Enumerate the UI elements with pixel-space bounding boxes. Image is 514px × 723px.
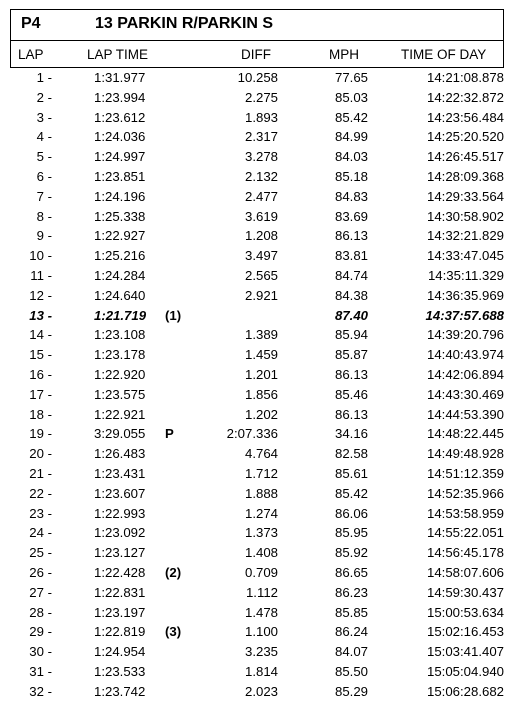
lap-time-of-day: 14:42:06.894 xyxy=(426,366,504,382)
lap-diff: 1.208 xyxy=(244,228,278,244)
lap-diff: 1.856 xyxy=(244,386,278,402)
lap-number: 19 - xyxy=(29,426,52,442)
lap-diff: 2.317 xyxy=(244,129,278,145)
lap-mph: 84.38 xyxy=(334,287,368,303)
lap-number: 1 - xyxy=(36,70,52,85)
lap-row xyxy=(10,226,504,246)
lap-row xyxy=(10,583,504,603)
lap-mph: 82.58 xyxy=(334,446,368,462)
lap-number: 27 - xyxy=(29,584,52,600)
lap-row xyxy=(10,464,504,484)
lap-time: 1:23.533 xyxy=(94,663,146,679)
lap-time-of-day: 14:52:35.966 xyxy=(426,485,504,501)
lap-diff: 2.023 xyxy=(244,683,278,699)
lap-row xyxy=(10,385,504,405)
lap-row xyxy=(10,484,504,504)
lap-row xyxy=(10,365,504,385)
lap-mph: 85.94 xyxy=(334,327,368,343)
lap-time: 1:23.575 xyxy=(94,386,146,402)
lap-time: 1:23.127 xyxy=(94,545,146,561)
lap-number: 3 - xyxy=(36,109,52,125)
lap-diff: 1.202 xyxy=(244,406,278,422)
lap-time: 1:24.954 xyxy=(94,644,146,660)
lap-row xyxy=(10,444,504,464)
lap-row xyxy=(10,523,504,543)
lap-number: 12 - xyxy=(29,287,52,303)
lap-diff: 1.408 xyxy=(244,545,278,561)
lap-row xyxy=(10,543,504,563)
position-label: P4 xyxy=(21,15,41,32)
lap-diff: 1.712 xyxy=(244,465,278,481)
lap-row xyxy=(10,682,504,702)
column-header-diff: DIFF xyxy=(241,47,271,62)
lap-number: 16 - xyxy=(29,366,52,382)
lap-time-of-day: 14:58:07.606 xyxy=(426,564,504,580)
lap-mph: 85.18 xyxy=(334,168,368,184)
lap-number: 8 - xyxy=(36,208,52,224)
lap-number: 28 - xyxy=(29,604,52,620)
lap-time-of-day: 14:40:43.974 xyxy=(426,347,504,363)
lap-time-of-day: 14:29:33.564 xyxy=(426,188,504,204)
lap-note: (2) xyxy=(165,564,182,580)
lap-mph: 86.13 xyxy=(334,228,368,244)
lap-diff: 1.112 xyxy=(245,584,278,600)
lap-time-of-day: 14:43:30.469 xyxy=(426,386,504,402)
lap-diff: 1.100 xyxy=(244,624,278,640)
car-driver-label: 13 PARKIN R/PARKIN S xyxy=(95,15,274,32)
lap-row xyxy=(10,286,504,306)
lap-diff: 1.373 xyxy=(244,525,278,541)
lap-diff: 1.389 xyxy=(244,327,278,343)
lap-time-of-day: 14:39:20.796 xyxy=(426,327,504,343)
lap-time-of-day: 15:03:41.407 xyxy=(426,644,504,660)
lap-time: 1:22.920 xyxy=(94,366,146,382)
column-header-time-of-day: TIME OF DAY xyxy=(401,47,487,62)
lap-number: 30 - xyxy=(29,644,52,660)
lap-time-of-day: 14:30:58.902 xyxy=(426,208,504,224)
lap-number: 24 - xyxy=(29,525,52,541)
lap-time-of-day: 14:22:32.872 xyxy=(426,89,504,105)
lap-diff: 10.258 xyxy=(237,70,278,85)
lap-time-of-day: 14:36:35.969 xyxy=(426,287,504,303)
lap-number: 25 - xyxy=(29,545,52,561)
lap-mph: 85.29 xyxy=(334,683,368,699)
column-header-row xyxy=(10,41,504,68)
lap-diff: 3.235 xyxy=(244,644,278,660)
lap-row xyxy=(10,167,504,187)
lap-row xyxy=(10,266,504,286)
lap-time-of-day: 14:23:56.484 xyxy=(426,109,504,125)
lap-number: 6 - xyxy=(36,168,52,184)
lap-mph: 86.23 xyxy=(334,584,368,600)
lap-time-of-day: 15:02:16.453 xyxy=(426,624,504,640)
lap-time: 1:24.997 xyxy=(94,149,146,165)
lap-time-of-day: 15:05:04.940 xyxy=(426,663,504,679)
lap-row xyxy=(10,207,504,227)
lap-row xyxy=(10,246,504,266)
lap-number: 23 - xyxy=(29,505,52,521)
lap-number: 7 - xyxy=(36,188,52,204)
lap-time: 1:23.607 xyxy=(94,485,146,501)
lap-time-of-day: 14:25:20.520 xyxy=(426,129,504,145)
lap-row xyxy=(10,642,504,662)
lap-diff: 2:07.336 xyxy=(226,426,278,442)
lap-time: 1:22.921 xyxy=(94,406,146,422)
lap-mph: 86.24 xyxy=(334,624,368,640)
lap-chart-sheet xyxy=(10,9,504,702)
lap-time-of-day: 14:55:22.051 xyxy=(426,525,504,541)
lap-time: 1:23.612 xyxy=(94,109,146,125)
lap-mph: 86.13 xyxy=(334,406,368,422)
lap-number: 29 - xyxy=(29,624,52,640)
lap-time-of-day: 14:35:11.329 xyxy=(427,267,504,283)
lap-row xyxy=(10,147,504,167)
lap-number: 21 - xyxy=(29,465,52,481)
lap-time: 1:24.196 xyxy=(94,188,146,204)
lap-mph: 83.69 xyxy=(334,208,368,224)
lap-number: 17 - xyxy=(29,386,52,402)
lap-mph: 77.65 xyxy=(334,70,368,85)
lap-time: 1:23.108 xyxy=(94,327,146,343)
lap-number: 15 - xyxy=(29,347,52,363)
lap-time: 1:23.178 xyxy=(94,347,146,363)
lap-time-of-day: 14:26:45.517 xyxy=(426,149,504,165)
lap-time: 1:24.640 xyxy=(94,287,146,303)
lap-row xyxy=(10,88,504,108)
lap-number: 26 - xyxy=(29,564,52,580)
lap-time-of-day: 14:53:58.959 xyxy=(426,505,504,521)
lap-number: 14 - xyxy=(29,327,52,343)
lap-number: 22 - xyxy=(29,485,52,501)
lap-row xyxy=(10,345,504,365)
lap-row xyxy=(10,306,504,326)
lap-time-of-day: 14:28:09.368 xyxy=(426,168,504,184)
lap-diff: 4.764 xyxy=(244,446,278,462)
lap-diff: 2.565 xyxy=(244,267,278,283)
lap-number: 20 - xyxy=(29,446,52,462)
lap-time-of-day: 14:37:57.688 xyxy=(425,307,504,323)
lap-time: 1:23.994 xyxy=(94,89,146,105)
lap-diff: 1.274 xyxy=(244,505,278,521)
lap-time: 1:23.742 xyxy=(94,683,146,699)
lap-time-of-day: 14:59:30.437 xyxy=(426,584,504,600)
lap-number: 18 - xyxy=(29,406,52,422)
lap-time: 1:25.338 xyxy=(94,208,146,224)
lap-mph: 85.87 xyxy=(334,347,368,363)
lap-row xyxy=(10,325,504,345)
lap-number: 32 - xyxy=(29,683,52,699)
lap-number: 5 - xyxy=(36,149,52,165)
lap-number: 10 - xyxy=(29,248,52,264)
lap-time: 1:23.851 xyxy=(94,168,146,184)
lap-mph: 84.99 xyxy=(334,129,368,145)
lap-mph: 85.42 xyxy=(334,485,368,501)
lap-mph: 87.40 xyxy=(334,307,368,323)
lap-number: 11 - xyxy=(30,267,52,283)
lap-time: 1:26.483 xyxy=(94,446,146,462)
lap-diff: 3.278 xyxy=(244,149,278,165)
lap-time: 3:29.055 xyxy=(94,426,146,442)
lap-diff: 1.478 xyxy=(244,604,278,620)
lap-time-of-day: 14:48:22.445 xyxy=(426,426,504,442)
lap-table-body xyxy=(10,68,504,702)
lap-time-of-day: 14:21:08.878 xyxy=(426,70,504,85)
lap-diff: 1.814 xyxy=(244,663,278,679)
lap-mph: 85.95 xyxy=(334,525,368,541)
lap-mph: 84.83 xyxy=(334,188,368,204)
lap-diff: 2.275 xyxy=(244,89,278,105)
column-header-mph: MPH xyxy=(329,47,359,62)
lap-time: 1:31.977 xyxy=(94,70,146,85)
lap-time: 1:23.092 xyxy=(94,525,146,541)
lap-diff: 3.497 xyxy=(244,248,278,264)
driver-header xyxy=(10,9,504,41)
lap-time-of-day: 14:33:47.045 xyxy=(426,248,504,264)
lap-mph: 84.03 xyxy=(334,149,368,165)
lap-mph: 83.81 xyxy=(334,248,368,264)
lap-row xyxy=(10,424,504,444)
lap-mph: 85.92 xyxy=(334,545,368,561)
lap-row xyxy=(10,108,504,128)
lap-note: P xyxy=(165,426,174,442)
lap-diff: 1.201 xyxy=(244,366,278,382)
lap-diff: 1.459 xyxy=(244,347,278,363)
lap-row xyxy=(10,405,504,425)
lap-mph: 85.85 xyxy=(334,604,368,620)
lap-mph: 84.74 xyxy=(334,267,368,283)
lap-diff: 1.893 xyxy=(244,109,278,125)
lap-diff: 2.921 xyxy=(244,287,278,303)
lap-time-of-day: 14:56:45.178 xyxy=(426,545,504,561)
lap-time: 1:22.428 xyxy=(94,564,146,580)
lap-number: 9 - xyxy=(36,228,52,244)
lap-mph: 85.42 xyxy=(334,109,368,125)
lap-note: (1) xyxy=(165,307,182,323)
lap-row xyxy=(10,622,504,642)
lap-diff: 0.709 xyxy=(244,564,278,580)
lap-row xyxy=(10,68,504,88)
lap-number: 2 - xyxy=(36,89,52,105)
lap-number: 4 - xyxy=(36,129,52,145)
lap-row xyxy=(10,187,504,207)
lap-row xyxy=(10,504,504,524)
column-header-lap-time: LAP TIME xyxy=(87,47,149,62)
lap-mph: 85.50 xyxy=(334,663,368,679)
lap-time: 1:22.831 xyxy=(94,584,146,600)
lap-row xyxy=(10,603,504,623)
lap-time-of-day: 14:32:21.829 xyxy=(426,228,504,244)
lap-time: 1:23.431 xyxy=(94,465,146,481)
lap-mph: 85.46 xyxy=(334,386,368,402)
lap-time: 1:24.284 xyxy=(94,267,146,283)
lap-note: (3) xyxy=(165,624,182,640)
lap-number: 31 - xyxy=(29,663,52,679)
lap-time: 1:22.993 xyxy=(94,505,146,521)
column-header-lap: LAP xyxy=(18,47,44,62)
lap-time-of-day: 14:49:48.928 xyxy=(426,446,504,462)
lap-mph: 85.03 xyxy=(334,89,368,105)
lap-time: 1:22.927 xyxy=(94,228,146,244)
lap-mph: 86.13 xyxy=(334,366,368,382)
lap-time: 1:22.819 xyxy=(94,624,146,640)
lap-time: 1:23.197 xyxy=(94,604,146,620)
lap-time-of-day: 14:51:12.359 xyxy=(426,465,504,481)
lap-mph: 84.07 xyxy=(334,644,368,660)
lap-row xyxy=(10,662,504,682)
lap-time: 1:24.036 xyxy=(94,129,146,145)
lap-diff: 2.132 xyxy=(244,168,278,184)
lap-time-of-day: 15:06:28.682 xyxy=(426,683,504,699)
lap-row xyxy=(10,127,504,147)
lap-mph: 85.61 xyxy=(334,465,368,481)
lap-time-of-day: 15:00:53.634 xyxy=(426,604,504,620)
lap-number: 13 - xyxy=(29,307,52,323)
lap-diff: 2.477 xyxy=(244,188,278,204)
lap-mph: 86.65 xyxy=(334,564,368,580)
lap-diff: 3.619 xyxy=(244,208,278,224)
lap-time-of-day: 14:44:53.390 xyxy=(426,406,504,422)
lap-mph: 34.16 xyxy=(334,426,368,442)
lap-row xyxy=(10,563,504,583)
lap-mph: 86.06 xyxy=(334,505,368,521)
lap-diff: 1.888 xyxy=(244,485,278,501)
lap-time: 1:25.216 xyxy=(94,248,146,264)
lap-time: 1:21.719 xyxy=(94,307,147,323)
